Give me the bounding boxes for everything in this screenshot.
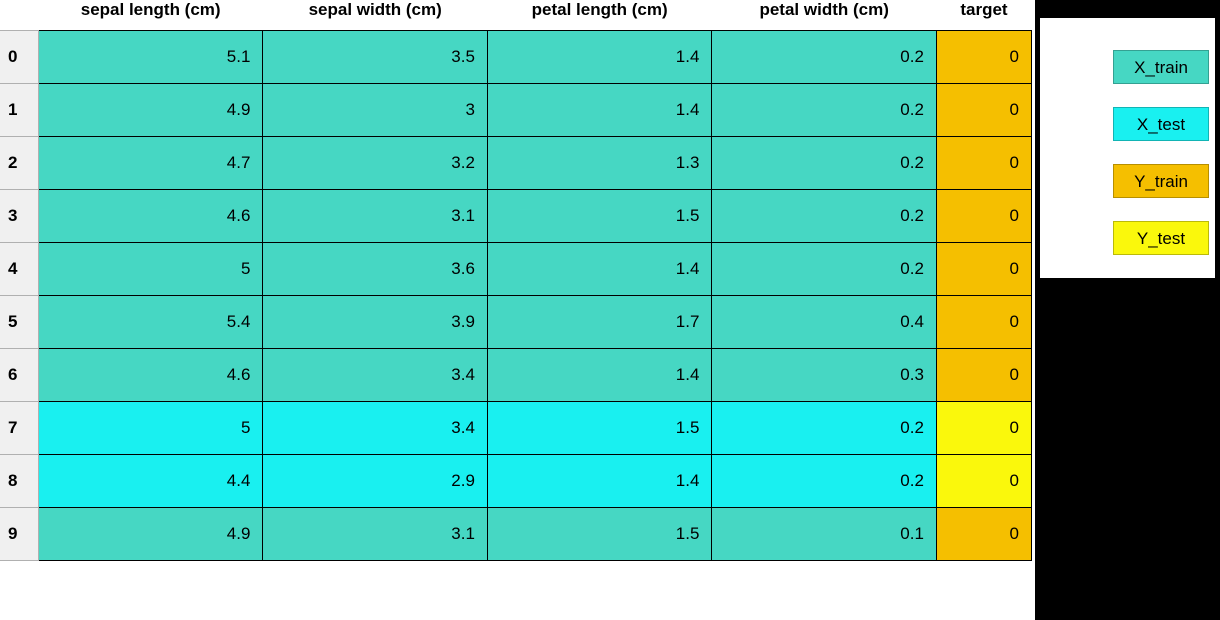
cell-target: 0 [936,137,1031,190]
cell-target: 0 [936,402,1031,455]
cell-petal-length: 1.4 [487,243,712,296]
index-column-header [0,0,38,31]
table-row [0,137,1032,190]
cell-petal-width: 0.2 [712,190,937,243]
table-row [0,455,1032,508]
cell-petal-length: 1.5 [487,402,712,455]
legend-item-y-test: Y_test [1113,221,1209,255]
table-row [0,190,1032,243]
cell-petal-width: 0.1 [712,508,937,561]
table-row [0,84,1032,137]
cell-target: 0 [936,190,1031,243]
cell-sepal-length: 4.6 [38,349,263,402]
cell-petal-width: 0.2 [712,31,937,84]
cell-sepal-width: 3.5 [263,31,488,84]
legend-items [1113,50,1209,255]
cell-sepal-length: 5.1 [38,31,263,84]
cell-sepal-length: 4.9 [38,84,263,137]
cell-petal-width: 0.2 [712,243,937,296]
cell-target: 0 [936,349,1031,402]
cell-sepal-width: 3 [263,84,488,137]
table-row [0,349,1032,402]
cell-sepal-width: 3.6 [263,243,488,296]
row-index: 6 [0,349,38,402]
row-index: 0 [0,31,38,84]
cell-petal-width: 0.2 [712,455,937,508]
column-header-petal-length: petal length (cm) [487,0,712,31]
cell-sepal-width: 2.9 [263,455,488,508]
row-index: 7 [0,402,38,455]
cell-sepal-length: 4.7 [38,137,263,190]
header-row [0,0,1032,31]
column-header-petal-width: petal width (cm) [712,0,937,31]
cell-petal-length: 1.7 [487,296,712,349]
cell-target: 0 [936,455,1031,508]
cell-sepal-width: 3.4 [263,402,488,455]
column-header-target: target [936,0,1031,31]
table-row [0,508,1032,561]
row-index: 3 [0,190,38,243]
cell-petal-length: 1.4 [487,349,712,402]
cell-target: 0 [936,296,1031,349]
row-index: 2 [0,137,38,190]
cell-sepal-width: 3.2 [263,137,488,190]
cell-sepal-width: 3.1 [263,190,488,243]
cell-petal-length: 1.5 [487,190,712,243]
cell-petal-width: 0.3 [712,349,937,402]
cell-sepal-length: 4.4 [38,455,263,508]
cell-sepal-length: 4.6 [38,190,263,243]
cell-petal-width: 0.2 [712,402,937,455]
column-header-sepal-width: sepal width (cm) [263,0,488,31]
table-body [0,31,1032,561]
cell-petal-length: 1.4 [487,455,712,508]
table-row [0,31,1032,84]
cell-petal-length: 1.3 [487,137,712,190]
row-index: 1 [0,84,38,137]
cell-sepal-length: 4.9 [38,508,263,561]
table-row [0,402,1032,455]
legend-item-x-train: X_train [1113,50,1209,84]
cell-petal-width: 0.2 [712,137,937,190]
cell-target: 0 [936,243,1031,296]
cell-target: 0 [936,508,1031,561]
cell-petal-width: 0.2 [712,84,937,137]
row-index: 5 [0,296,38,349]
cell-target: 0 [936,84,1031,137]
cell-petal-length: 1.4 [487,84,712,137]
row-index: 9 [0,508,38,561]
legend-item-x-test: X_test [1113,107,1209,141]
cell-petal-width: 0.4 [712,296,937,349]
cell-sepal-width: 3.9 [263,296,488,349]
table-row [0,243,1032,296]
cell-sepal-length: 5 [38,243,263,296]
cell-sepal-width: 3.4 [263,349,488,402]
legend-item-y-train: Y_train [1113,164,1209,198]
cell-sepal-length: 5 [38,402,263,455]
column-header-sepal-length: sepal length (cm) [38,0,263,31]
cell-petal-length: 1.4 [487,31,712,84]
table-row [0,296,1032,349]
row-index: 4 [0,243,38,296]
cell-sepal-length: 5.4 [38,296,263,349]
table-header [0,0,1032,31]
cell-target: 0 [936,31,1031,84]
cell-sepal-width: 3.1 [263,508,488,561]
row-index: 8 [0,455,38,508]
cell-petal-length: 1.5 [487,508,712,561]
